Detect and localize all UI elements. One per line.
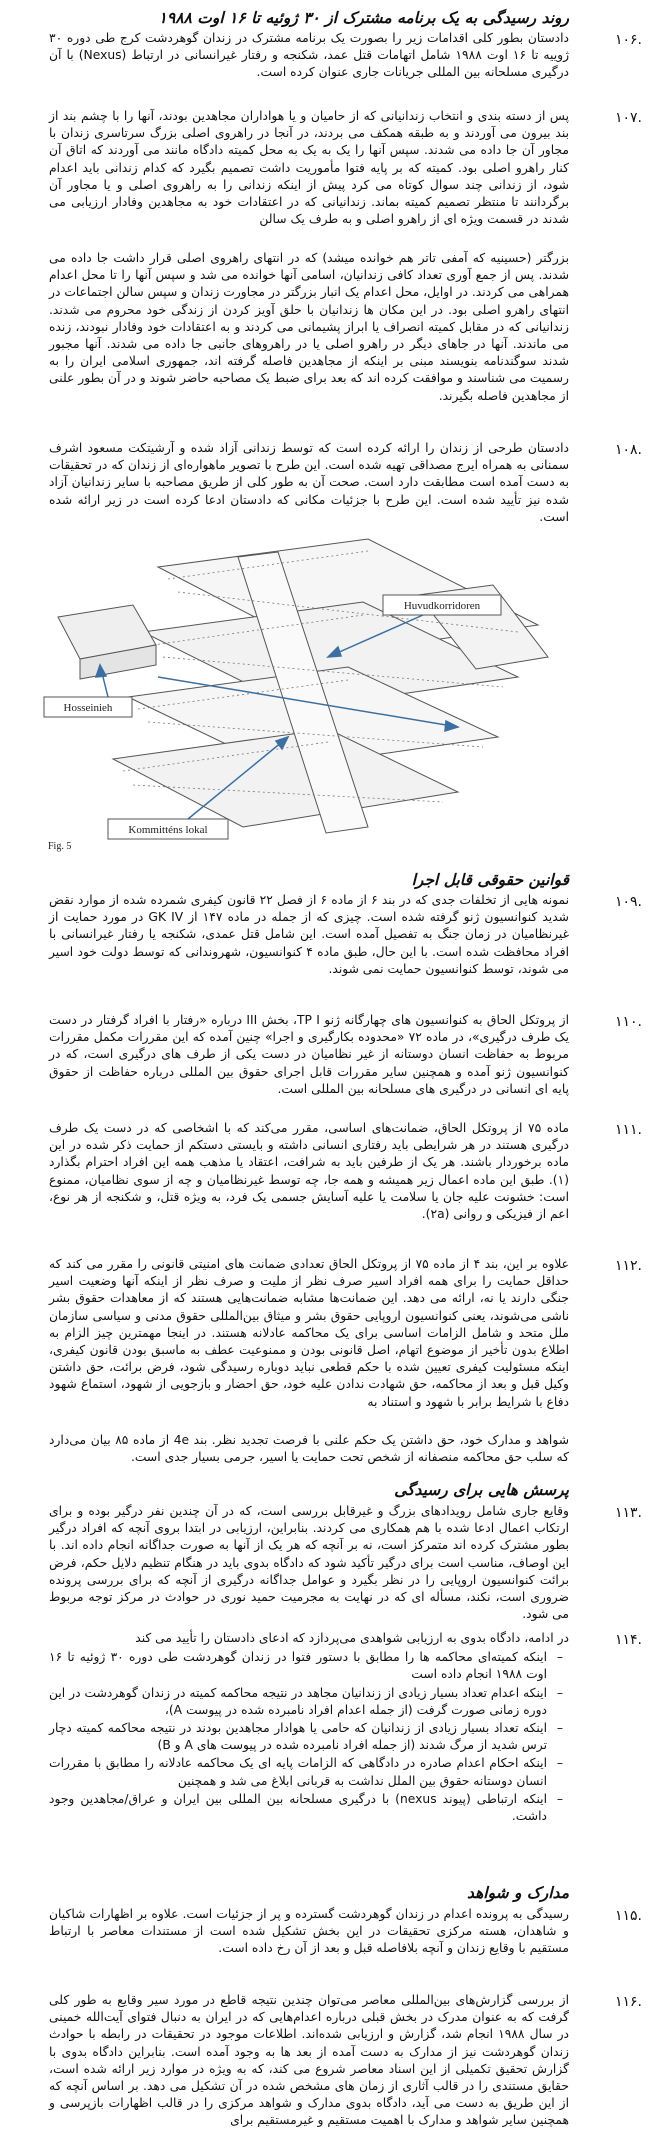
paragraph-text: نمونه هایی از تخلفات جدی که در بند ۶ از ماده ۶ از فصل ۲۲ قانون کیفری شمرده شده از موارد نقض شدید کنوانسیون ژنو گرفته شده است. چیزی که از جمله در ماده ۱۴۷ از GK IV در مورد حمایت از غیرنظامیان در زمان جنگ به تفصیل آمده است. این شامل قتل عمدی، شکنجه یا رفتار غیرانسانی با افراد محافظت شده است. با این حال، طبق ماده ۴ کنوانسیون، شهروندانی که توسط دولت خود اسیر می شوند، توسط کنوانسیون حمایت نمی شوند. — [49, 893, 569, 976]
prison-layout-figure — [38, 537, 558, 857]
paragraph-number: ۱۱۰. — [614, 1014, 642, 1030]
paragraph-text: وقایع جاری شامل رویدادهای بزرگ و غیرقابل بررسی است، که در آن چندین نفر درگیر بوده و برای ارتکاب اعمال ادعا شده با هم همکاری می کردند. بنابراین، ارزیابی در ابتدا بروی آنچه که افراد درگیر بطور مشترک کرده اند متمرکز است، نه بر آنچه که هر یک از آنها به صورت جداگانه انجام داده اند. با این اوصاف، مناسب است برای درگیر تأکید شود که دادگاه بدوی باید در هنگام تنظیم دلایل حکم، فرض برائت کنوانسیون اروپایی را در نظر بگیرد و عوامل جداگانه درگیری از آنچه که برای بررسی پرونده ضروری است، نکند، مسأله ای که در نهایت به مجرمیت حمید نوری در حوادث در مرکز توجه مربوط می شود. — [49, 1504, 569, 1622]
label-huvudkorridoren: Huvudkorridoren — [403, 600, 481, 612]
label-hosseinieh: Hosseinieh — [63, 702, 113, 714]
paragraph-number: ۱۰۶. — [614, 32, 642, 48]
paragraph-number: ۱۰۹. — [614, 894, 642, 910]
paragraph-number: ۱۱۲. — [614, 1258, 642, 1274]
list-item: – اینکه کمیته‌ای محاکمه ها را مطابق با دستور فتوا در زندان گوهردشت طی دوره ۳۰ ژوئیه تا ۱۶ اوت ۱۹۸۸ انجام داده است — [49, 1649, 547, 1683]
paragraph-number: ۱۰۷. — [614, 110, 642, 126]
label-kommittens-lokal: Kommitténs lokal — [128, 824, 208, 836]
section-heading-evidence: مدارک و شواهد — [467, 1883, 569, 1902]
paragraph-text: شواهد و مدارک خود، حق داشتن یک حکم علنی با فرصت تجدید نظر. بند 4e از ماده ۸۵ بیان می‌دارد که سلب حق محاکمه منصفانه از شخص تحت حمایت یا اسیر، جرمی بسیار جدی است. — [49, 1433, 570, 1465]
paragraph-text: رسیدگی به پرونده اعدام در زندان گوهردشت گسترده و پر از جزئیات است. علاوه بر اظهارات شاکیان و شاهدان، هسته مرکزی تحقیقات در این بخش تشکیل شده است از مستندات معاصر با ارتباط مستقیم با وقایع زندان و آنچه بلافاصله قبل و بعد از آن رخ داده است. — [49, 1907, 569, 1956]
paragraph-text: از بررسی گزارش‌های بین‌المللی معاصر می‌توان چندین نتیجه قاطع در مورد سیر وقایع به طور کلی گرفت که به عنوان مدرک در بخش قبلی درباره اعدام‌هایی که در ایران به دنبال فتوای آیت‌الله خمینی در سال ۱۹۸۸ انجام شد، گزارش و ارزیابی شده‌اند. اطلاعات موجود در تحقیقات در رابطه با حوادث زندان گوهردشت نیز از مدارک به دست آمده از بعد ها به وجود آمده است. بنابراین دادگاه بدوی با گزارش تحقیق تکمیلی از این اسناد معاصر شروع می کند، که به ویژه در موارد زیر ارائه شده است، حقایق مستندی را در قالب آثاری از زمان های مشخص شده در آن تشکیل می دهد. بر اساس آنچه که از این طریق به دست می آید، دادگاه بدوی مدارک و شواهد مرکزی را در قالب اظهارات بازپرسی و همچنین سایر شواهد و مدارک با اهمیت مستقیم و غیرمستقیم برای — [49, 1993, 569, 2128]
section-heading-joint-plan: روند رسیدگی به یک برنامه مشترک از ۳۰ ژوئیه تا ۱۶ اوت ۱۹۸۸ — [158, 8, 569, 27]
section-heading-questions: پرسش هایی برای رسیدگی — [394, 1480, 569, 1499]
paragraph-number: ۱۱۳. — [614, 1505, 642, 1521]
paragraph-number: ۱۰۸. — [614, 442, 642, 458]
paragraph-number: ۱۱۴. — [614, 1632, 642, 1648]
paragraph-text: ماده ۷۵ از پروتکل الحاق، ضمانت‌های اساسی، مقرر می‌کند که با اشخاصی که در دست یک طرف درگیری هستند در هر شرایطی باید رفتاری انسانی داشته و بایستی دستکم از حمایت ذکر شده در این ماده برخوردار باشند. هر یک از طرفین باید به شرافت، اعتقاد یا مذهب همه این افراد احترام بگذارد (۱). طبق این ماده اعمال زیر همیشه و همه جا، چه توسط غیرنظامیان و چه از سوی نظامیان، ممنوع است: خشونت علیه جان یا سلامت یا علیه آسایش جسمی یک فرد، به ویژه قتل، و شکنجه از هر نوع، اعم از فیزیکی و روانی (۲a). — [49, 1121, 569, 1222]
paragraph-number: ۱۱۱. — [614, 1122, 642, 1138]
paragraph-text: بزرگتر (حسینیه که آمفی تاتر هم خوانده میشد) که در انتهای راهروی اصلی قرار داشت جا داده می شدند. پس از جمع آوری تعداد کافی زندانیان، اسامی آنها خوانده می شد و سپس آنها را تا محل اعدام همراهی می کردند. در اوایل، محل اعدام یک انبار بزرگتر در مجاورت زندان و سپس سالن اجتماعات در انتهای راهرو اصلی بود. در این مکان ها زندانیان با حلق آویز کردن از زندگی خود محروم می شدند. زندانیانی که در مقابل کمیته انصراف یا ابراز پشیمانی می کردند و به اعتقادات خود وفادار نبودند، زنده می ماندند. آنها در جاهای دیگر در راهرو اصلی یا در راهروهای جانبی جا داده می شدند. آنها مجبور شدند سوگندنامه بنویسند مبنی بر اینکه از مجاهدین فاصله گرفته اند، جمهوری اسلامی ایران را به رسمیت می شناسند و موافقت کرده اند که بعد برای ضبط یک مصاحبه حاضر شوند و در آن بطور علنی از مجاهدین فاصله بگیرند. — [49, 251, 569, 403]
paragraph-text: علاوه بر این، بند ۴ از ماده ۷۵ از پروتکل الحاق تعدادی ضمانت های امنیتی قانونی را مقرر می کند که حداقل حمایت را برای همه افراد اسیر صرف نظر از ملیت و صرف نظر از اینکه آنها وضعیت اسیر جنگی دارند یا نه، ارائه می دهد. این ضمانت‌ها مشابه ضمانت‌هایی هستند که از معاهدات حقوق بشر ناشی می‌شوند، یعنی کنوانسیون اروپایی حقوق بشر و میثاق بین‌المللی حقوق مدنی و سیاسی سازمان ملل متحد و شامل الزامات اساسی برای یک محاکمه عادلانه هستند. در اینجا مهمترین چیز الزام به اطلاع بدون تأخیر از موضوع اتهام، اصل قانونی بودن و ممنوعیت عطف به ماسبق بودن قانون کیفری، اینکه مسئولیت کیفری تعیین شده با حکم قطعی نباید دوباره رسیدگی شود، فرض برائت، حق داشتن وکیل قبل و بعد از محاکمه، حق شهادت ندادن علیه خود، حق احضار و بازجویی از شهود، استماع شهود دفاع با شرایط برابر با شهود و استناد به — [49, 1257, 569, 1409]
paragraph-text: دادستان بطور کلی اقدامات زیر را بصورت یک برنامه مشترک در زندان گوهردشت کرج طی دوره ۳۰ ژوییه تا ۱۶ اوت ۱۹۸۸ شامل اتهامات قتل عمد، شکنجه و رفتار غیرانسانی در ارتباط (Nexus) با آن درگیری مسلحانه بین المللی جریانات جاری عنوان کرده است. — [49, 31, 570, 80]
paragraph-number: ۱۱۶. — [614, 1994, 642, 2010]
list-item: – اینکه احکام اعدام صادره در دادگاهی که الزامات پایه ای یک محاکمه عادلانه را مطابق با مقررات انسان دوستانه حقوق بین الملل نداشت به قربانی ابلاغ می شد و همچنین — [49, 1755, 547, 1789]
section-heading-applicable-law: قوانین حقوقی قابل اجرا — [411, 870, 569, 889]
figure-caption: Fig. 5 — [48, 841, 72, 852]
paragraph-text: دادستان طرحی از زندان را ارائه کرده است که توسط زندانی آزاد شده و آرشیتکت مسعود اشرف سمنانی به همراه ایرج مصداقی تهیه شده است. این طرح با تصویر ماهواره‌ای از زندان که در تحقیقات به دست آمده است مطابقت دارد است. صحت آن به طور کلی از طریق مصاحبه با سایر زندانیان آزاد شده نیز تأیید شده است. این طرح با جزئیات مکانی که دادستان ادعا کرده است در زیر ارائه شده است. — [49, 441, 569, 524]
paragraph-number: ۱۱۵. — [614, 1908, 642, 1924]
list-item: – اینکه تعداد بسیار زیادی از زندانیان که حامی یا هوادار مجاهدین بودند در نتیجه محاکمه کمیته دچار ترس شدید از مرگ شدند (از جمله افراد نامبرده شده در پیوست های A و B) — [49, 1720, 547, 1754]
findings-list — [49, 1649, 569, 1825]
paragraph-text: از پروتکل الحاق به کنوانسیون های چهارگانه ژنو TP I، بخش III درباره «رفتار با افراد گرفتار در دست یک طرف درگیری»، در ماده ۷۲ «محدوده بکارگیری و اجرا» چنین آمده که این مقررات مکمل مقررات مربوط به حفاظت انسان دوستانه از غیر نظامیان در دست یکی از طرف های درگیری است، که در کنوانسیون ژنو آمده و همچنین سایر مقررات قابل اجرای حقوق بین المللی درباره حفاظت از حقوق پایه ای انسانی در درگیری های مسلحانه بین المللی است. — [49, 1013, 569, 1096]
list-item: – اینکه اعدام تعداد بسیار زیادی از زندانیان مجاهد در نتیجه محاکمه کمیته در زندان گوهردشت در این دوره زمانی صورت گرفت (از جمله اعدام افراد نامبرده شده در پیوست A)، — [49, 1685, 547, 1719]
paragraph-text: در ادامه، دادگاه بدوی به ارزیابی شواهدی می‌پردازد که ادعای دادستان را تأیید می کند — [135, 1631, 569, 1645]
paragraph-text: پس از دسته بندی و انتخاب زندانیانی که از حامیان و یا هواداران مجاهدین بودند، آنها را با چشم بند از بند بیرون می آوردند و به طبقه همکف می بردند، در آنجا در راهروی اصلی بزرگ سرتاسری زندان با مجاور آن جا داده می شدند. سپس آنها را یک به یک به محل کمیته دادگاه مانند می آوردند که اتاق آن کنار راهرو اصلی بود. کمیته که بر پایه فتوا مأموریت داشت تصمیم بگیرد که کدام زندانی باید اعدام شود، از زندانی چند سوال کوتاه می کرد پیش از اینکه زندانی را به راهروی اصلی و یا مجاور آن برگردانند تا منتظر تصمیم کمیته بماند. زندانیانی که در اعتقادات خود به مجاهدین وفادار ارزیابی می شدند در قسمت ویژه ای از راهرو اصلی و به طرف یک سالن — [49, 109, 569, 227]
paragraph-body — [49, 1630, 569, 1826]
list-item: – اینکه ارتباطی (پیوند nexus) با درگیری مسلحانه بین المللی بین ایران و عراق/مجاهدین وجود داشت. — [49, 1791, 547, 1825]
prison-sketch — [38, 537, 558, 857]
